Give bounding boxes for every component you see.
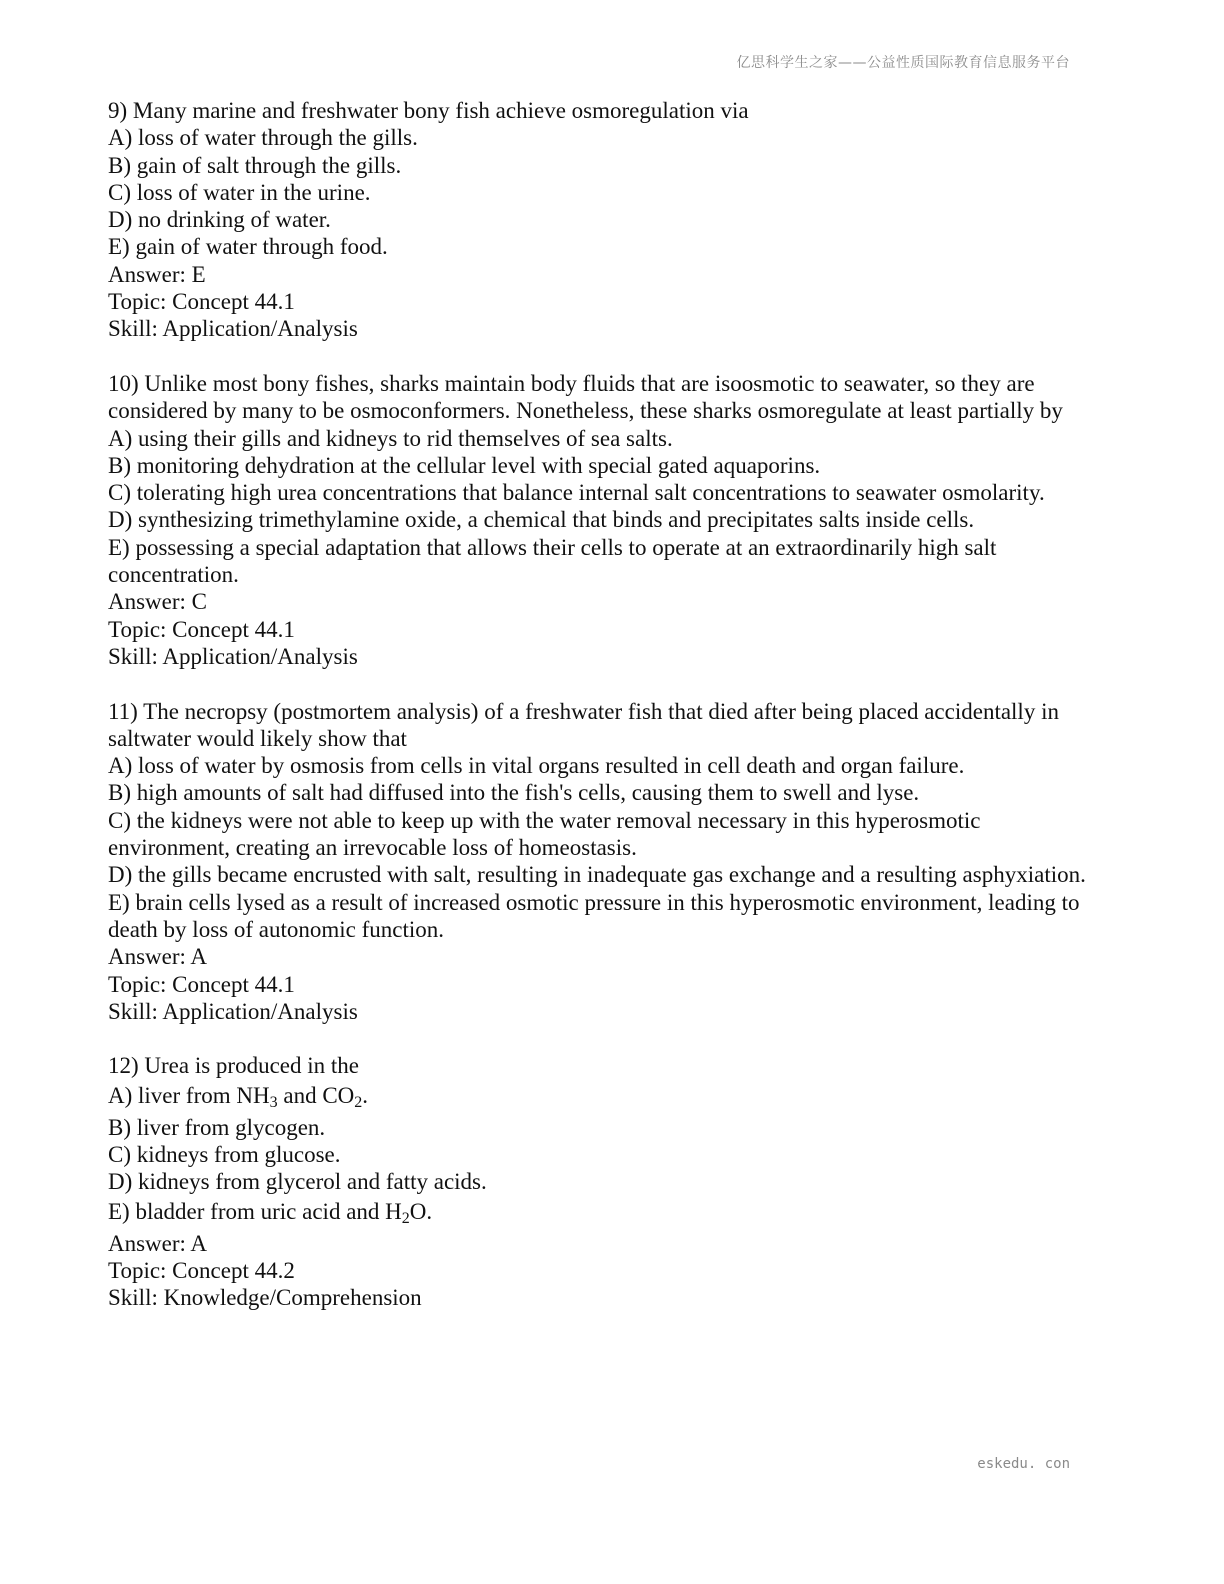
option-a: A) using their gills and kidneys to rid themselves of sea salts. xyxy=(108,425,673,451)
question-stem: 11) The necropsy (postmortem analysis) of a freshwater fish that died after being placed accidentally in saltwater would likely show that xyxy=(108,698,1059,751)
skill: Skill: Application/Analysis xyxy=(108,643,358,669)
skill: Skill: Application/Analysis xyxy=(108,998,358,1024)
subscript-3: 3 xyxy=(269,1093,278,1111)
option-c: C) tolerating high urea concentrations that balance internal salt concentrations to seawater osmolarity. xyxy=(108,480,1045,506)
topic: Topic: Concept 44.1 xyxy=(108,289,295,315)
question-stem: 12) Urea is produced in the xyxy=(108,1053,360,1079)
option-d: D) no drinking of water. xyxy=(108,207,331,233)
option-e-text-1: E) bladder from uric acid and H xyxy=(108,1198,402,1224)
page-header: 亿思科学生之家——公益性质国际教育信息服务平台 xyxy=(736,55,1070,71)
question-9 xyxy=(108,97,1108,343)
option-b: B) liver from glycogen. xyxy=(108,1114,326,1140)
option-d: D) the gills became encrusted with salt, resulting in inadequate gas exchange and a resulting asphyxiation. xyxy=(108,862,1086,888)
option-e-text-2: O. xyxy=(409,1198,433,1224)
question-10 xyxy=(108,370,1108,670)
option-e: E) brain cells lysed as a result of increased osmotic pressure in this hyperosmotic environment, leading to death by loss of autonomic function. xyxy=(108,889,1080,942)
skill: Skill: Knowledge/Comprehension xyxy=(108,1285,422,1311)
topic: Topic: Concept 44.1 xyxy=(108,971,295,997)
topic: Topic: Concept 44.2 xyxy=(108,1257,295,1283)
subscript-2: 2 xyxy=(401,1209,410,1227)
option-c: C) loss of water in the urine. xyxy=(108,179,371,205)
question-list xyxy=(108,97,1108,1339)
answer: Answer: E xyxy=(108,261,206,287)
option-c: C) the kidneys were not able to keep up with the water removal necessary in this hyperosmotic environment, creating an irrevocable loss of homeostasis. xyxy=(108,807,981,861)
option-b: B) gain of salt through the gills. xyxy=(108,152,402,178)
option-a: A) loss of water by osmosis from cells in vital organs resulted in cell death and organ failure. xyxy=(108,753,965,779)
option-a-text-3: . xyxy=(362,1082,369,1108)
question-stem: 9) Many marine and freshwater bony fish achieve osmoregulation via xyxy=(108,98,749,123)
option-d: D) synthesizing trimethylamine oxide, a chemical that binds and precipitates salts inside cells. xyxy=(108,507,975,533)
answer: Answer: A xyxy=(108,944,208,970)
option-b: B) monitoring dehydration at the cellular level with special gated aquaporins. xyxy=(108,452,821,478)
option-e: E) possessing a special adaptation that allows their cells to operate at an extraordinarily high salt concentration. xyxy=(108,534,997,588)
option-e xyxy=(108,1196,1108,1230)
option-d: D) kidneys from glycerol and fatty acids. xyxy=(108,1169,487,1195)
topic: Topic: Concept 44.1 xyxy=(108,616,295,642)
option-a-text-1: A) liver from NH xyxy=(108,1082,270,1108)
question-12 xyxy=(108,1052,1108,1311)
option-b: B) high amounts of salt had diffused into the fish's cells, causing them to swell and lyse. xyxy=(108,780,920,806)
option-e: E) gain of water through food. xyxy=(108,234,388,260)
answer: Answer: A xyxy=(108,1230,208,1256)
option-a-text-2: and CO xyxy=(277,1082,355,1108)
option-c: C) kidneys from glucose. xyxy=(108,1141,341,1167)
skill: Skill: Application/Analysis xyxy=(108,316,358,342)
subscript-2: 2 xyxy=(354,1093,363,1111)
question-11 xyxy=(108,698,1108,1026)
answer: Answer: C xyxy=(108,589,208,615)
question-stem: 10) Unlike most bony fishes, sharks maintain body fluids that are isoosmotic to seawater, so they are considered by many to be osmoconformers. Nonetheless, these sharks osmoregulate at least partially by xyxy=(108,370,1063,424)
page-footer: eskedu. con xyxy=(977,1456,1070,1472)
option-a: A) loss of water through the gills. xyxy=(108,125,418,151)
option-a xyxy=(108,1080,1108,1114)
